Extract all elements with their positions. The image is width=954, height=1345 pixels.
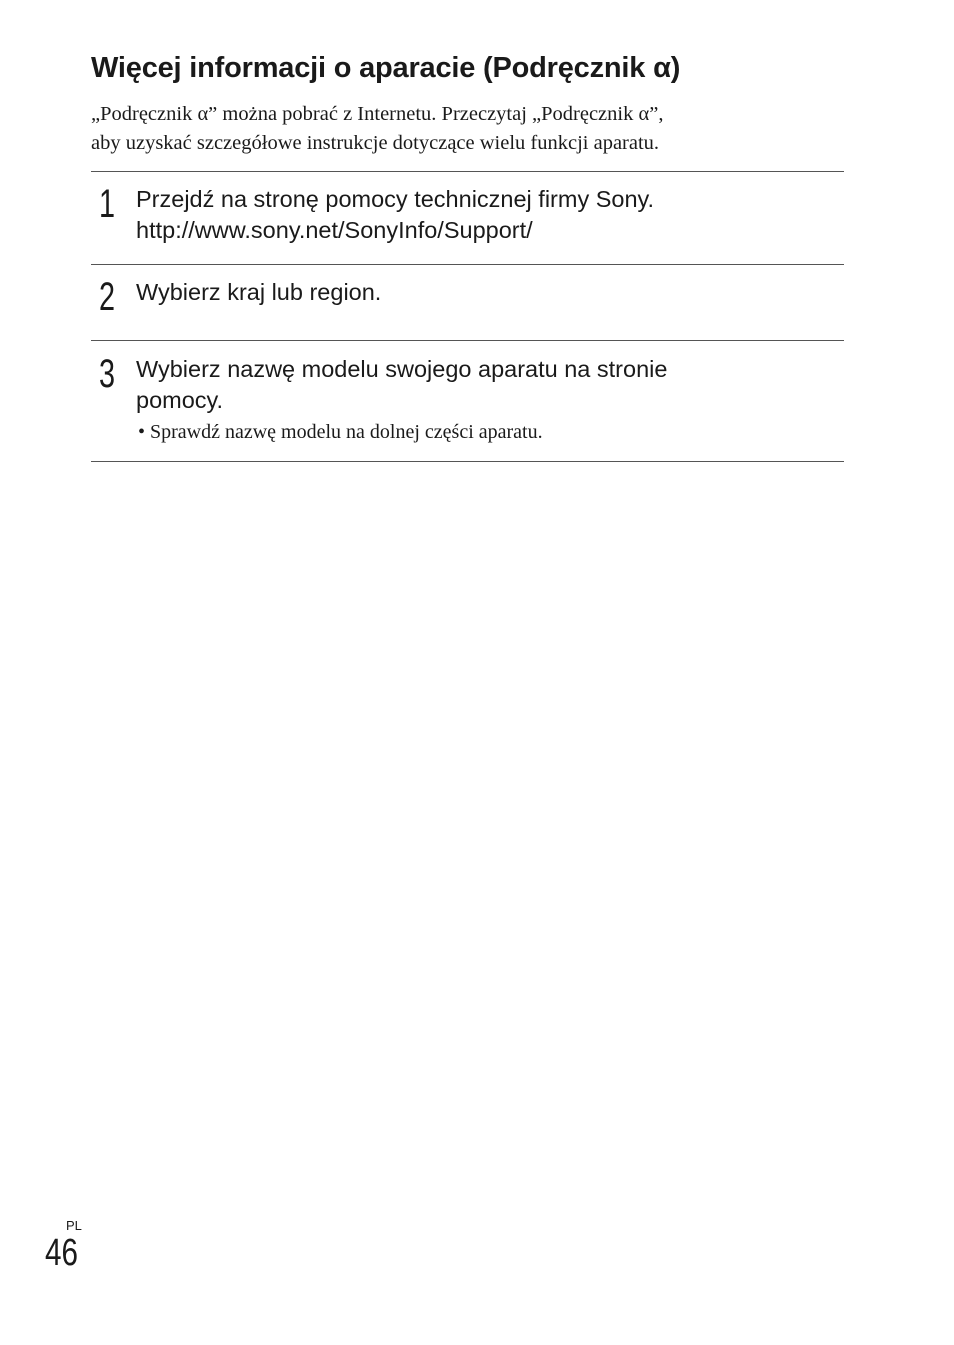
intro-paragraph <box>91 100 844 158</box>
step-text <box>136 354 836 416</box>
step-text <box>136 184 836 246</box>
step-instruction: pomocy. <box>136 387 224 413</box>
step-instruction: Wybierz kraj lub region. <box>136 279 382 305</box>
divider <box>91 340 844 341</box>
step-number: 3 <box>99 352 116 396</box>
intro-line: „Podręcznik α” można pobrać z Internetu. Przeczytaj „Podręcznik α”, <box>91 103 664 125</box>
page-number: 46 <box>45 1232 78 1274</box>
step-instruction: Przejdź na stronę pomocy technicznej firmy Sony. <box>136 186 655 212</box>
intro-line: aby uzyskać szczegółowe instrukcje dotyczące wielu funkcji aparatu. <box>91 132 660 154</box>
step-note: • Sprawdź nazwę modelu na dolnej części aparatu. <box>138 421 543 443</box>
language-code: PL <box>66 1218 82 1233</box>
section-heading: Więcej informacji o aparacie (Podręcznik α) <box>91 52 681 84</box>
support-url[interactable]: http://www.sony.net/SonyInfo/Support/ <box>136 217 533 243</box>
divider <box>91 171 844 172</box>
divider <box>91 264 844 265</box>
step-number: 1 <box>99 182 116 226</box>
step-text <box>136 277 836 308</box>
step-number: 2 <box>99 275 116 319</box>
divider <box>91 461 844 462</box>
step-instruction: Wybierz nazwę modelu swojego aparatu na stronie <box>136 356 668 382</box>
